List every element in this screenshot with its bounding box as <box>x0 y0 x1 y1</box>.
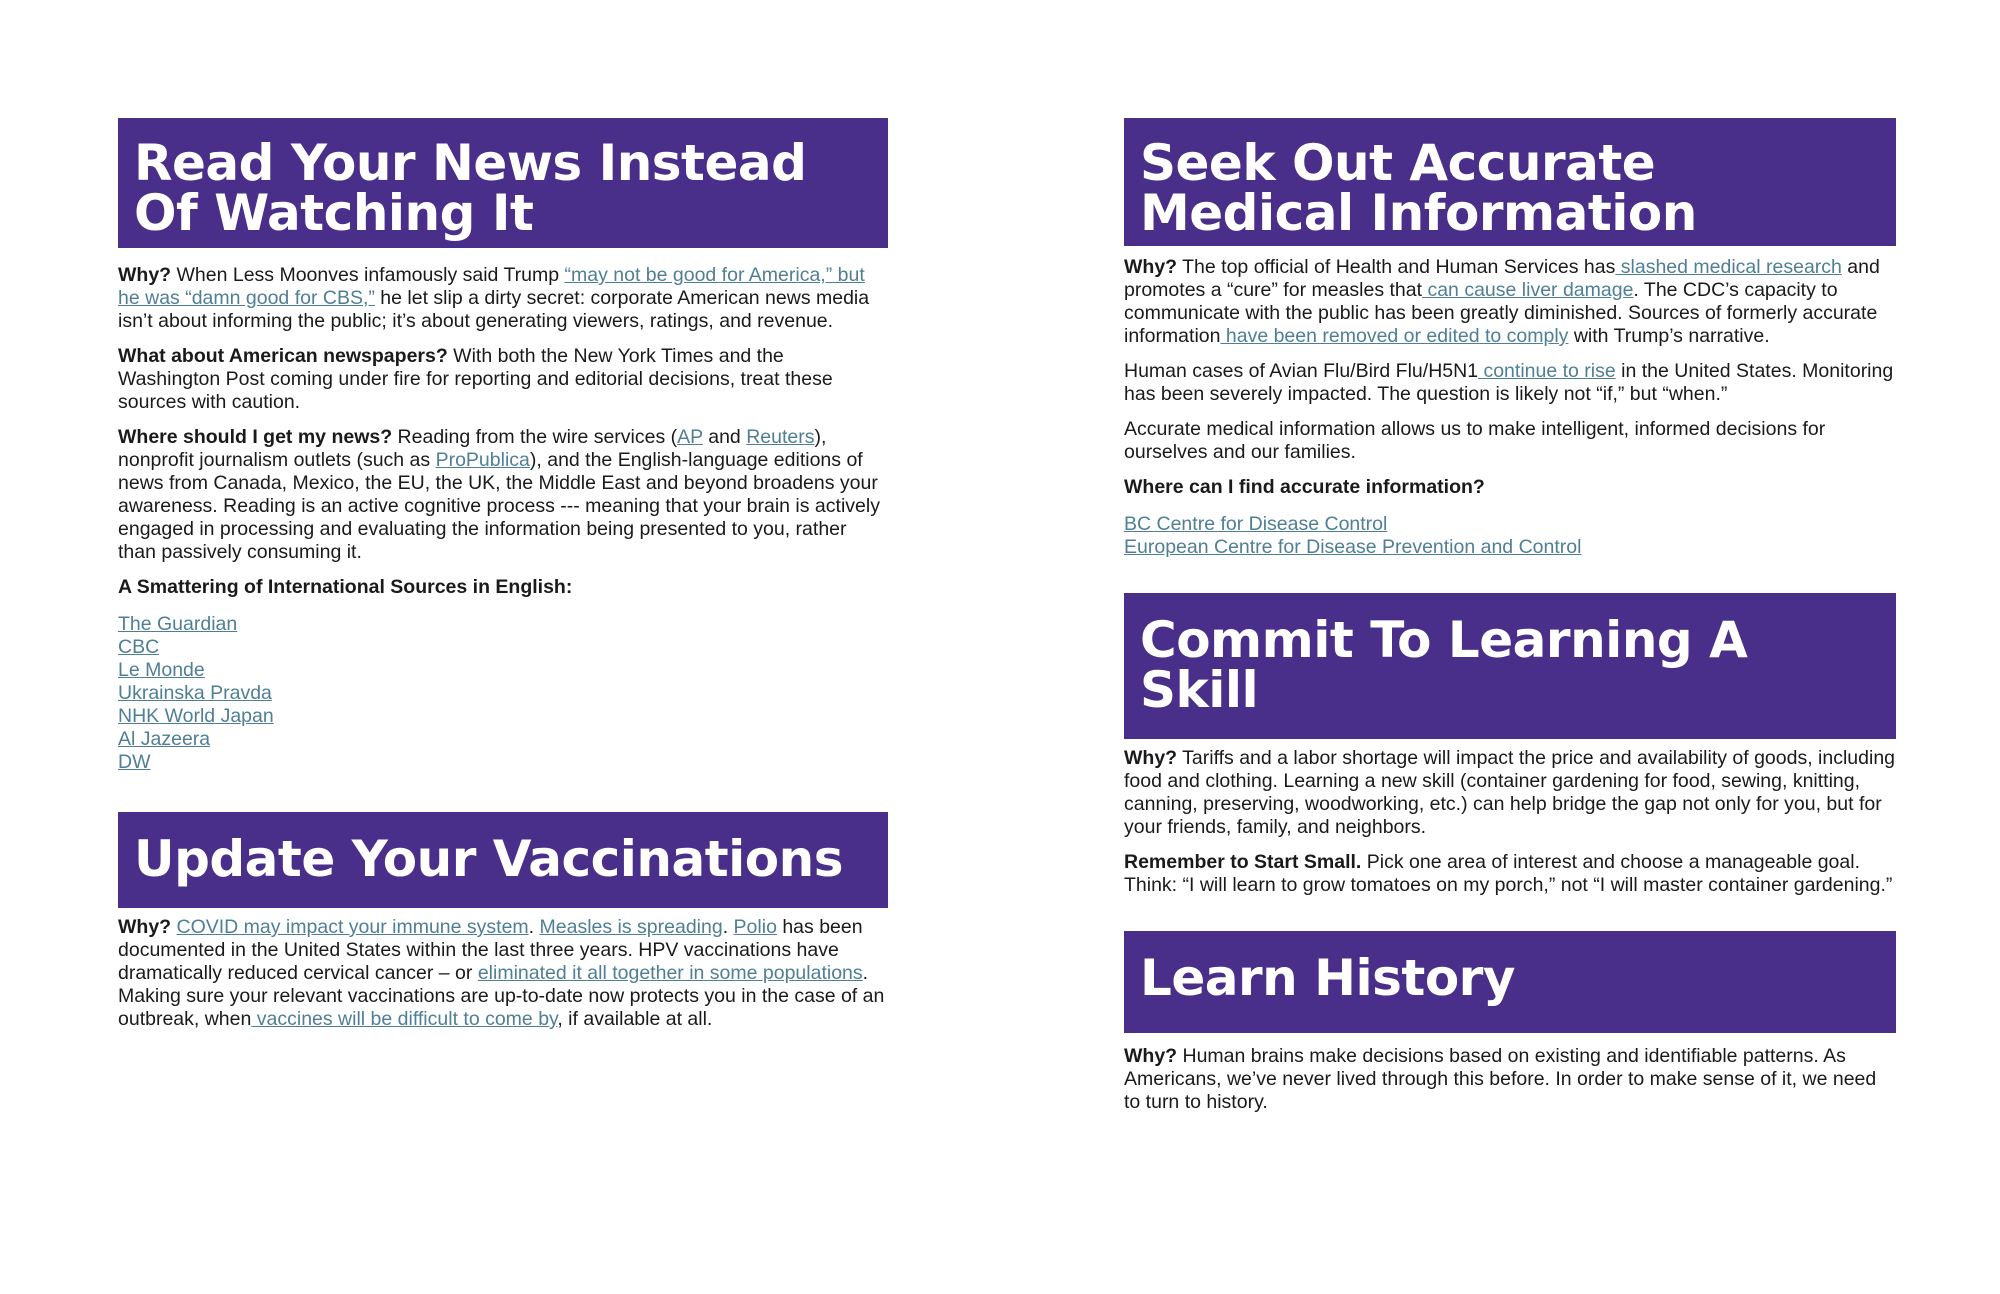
vaccinations-title: Update Your Vaccinations <box>118 812 888 908</box>
cbs-quote-link[interactable]: “may not be good for America,” but he was “damn good for CBS,” <box>118 264 865 309</box>
source-link-ecdc[interactable]: European Centre for Disease Prevention and Control <box>1124 536 1582 558</box>
start-small-paragraph: Remember to Start Small. Pick one area of interest and choose a manageable goal. Think: “I will learn to grow tomatoes on my porch,” not “I will master container gardening.” <box>1124 851 1893 896</box>
right-column <box>1124 118 1896 1150</box>
where-info-heading: Where can I find accurate information? <box>1124 476 1485 498</box>
skill-section <box>1124 593 1896 897</box>
source-link-dw[interactable]: DW <box>118 751 151 773</box>
source-link-bc-cdc[interactable]: BC Centre for Disease Control <box>1124 513 1388 535</box>
medical-why-paragraph: Why? The top official of Health and Human Services has slashed medical research and promotes a “cure” for measles that can cause liver damage. The CDC’s capacity to communicate with the public has been greatly diminished. Sources of formerly accurate information have been removed or edited to comply with Trump’s narrative. <box>1124 256 1880 347</box>
medical-sources-list <box>1124 513 1896 559</box>
bird-flu-paragraph: Human cases of Avian Flu/Bird Flu/H5N1 continue to rise in the United States. Monitoring has been severely impacted. The question is likely not “if,” but “when.” <box>1124 360 1894 405</box>
continue-to-rise-link[interactable]: continue to rise <box>1478 360 1616 382</box>
medical-section <box>1124 118 1896 559</box>
news-why-paragraph: Why? When Less Moonves infamously said Trump “may not be good for America,” but he was “damn good for CBS,” he let slip a dirty secret: corporate American news media isn’t about informing the public; it’s about generating viewers, ratings, and revenue. <box>118 264 870 332</box>
removed-edited-link[interactable]: have been removed or edited to comply <box>1220 325 1569 347</box>
liver-damage-link[interactable]: can cause liver damage <box>1422 279 1634 301</box>
news-where-paragraph: Where should I get my news? Reading from the wire services (AP and Reuters), nonprofit journalism outlets (such as ProPublica), and the English-language editions of news from Canada, Mexico, the EU, the UK, the Middle East and beyond broadens your awareness. Reading is an active cognitive process --- meaning that your brain is actively engaged in processing and evaluating the information being presented to you, rather than passively consuming it. <box>118 426 880 563</box>
vaccinations-why-paragraph: Why? COVID may impact your immune system. Measles is spreading. Polio has been documented in the United States within the last three years. HPV vaccinations have dramatically reduced cervical cancer – or eliminated it all together in some populations. Making sure your relevant vaccinations are up-to-date now protects you in the case of an outbreak, when vaccines will be difficult to come by, if available at all. <box>118 916 885 1030</box>
source-link-al-jazeera[interactable]: Al Jazeera <box>118 728 211 750</box>
vaccines-difficult-link[interactable]: vaccines will be difficult to come by <box>251 1008 558 1030</box>
news-section <box>118 118 888 774</box>
ap-link[interactable]: AP <box>677 426 703 448</box>
source-link-guardian[interactable]: The Guardian <box>118 613 238 635</box>
international-sources-list <box>118 613 888 774</box>
news-title: Read Your News Instead Of Watching It <box>118 118 888 248</box>
source-link-nhk[interactable]: NHK World Japan <box>118 705 274 727</box>
history-title: Learn History <box>1124 931 1896 1033</box>
medical-title: Seek Out Accurate Medical Information <box>1124 118 1896 246</box>
covid-immune-link[interactable]: COVID may impact your immune system <box>176 916 529 938</box>
left-column <box>118 118 888 1067</box>
source-link-ukrainska-pravda[interactable]: Ukrainska Pravda <box>118 682 272 704</box>
history-why-paragraph: Why? Human brains make decisions based on existing and identifiable patterns. As Americans, we’ve never lived through this before. In order to make sense of it, we need to turn to history. <box>1124 1045 1877 1113</box>
history-section <box>1124 931 1896 1114</box>
skill-why-paragraph: Why? Tariffs and a labor shortage will impact the price and availability of goods, including food and clothing. Learning a new skill (container gardening for food, sewing, knitting, canning, preserving, woodworking, etc.) can help bridge the gap not only for you, but for your friends, family, and neighbors. <box>1124 747 1896 838</box>
source-link-le-monde[interactable]: Le Monde <box>118 659 205 681</box>
reuters-link[interactable]: Reuters <box>746 426 815 448</box>
vaccinations-section <box>118 812 888 1031</box>
accurate-info-paragraph: Accurate medical information allows us to make intelligent, informed decisions for ourselves and our families. <box>1124 418 1826 463</box>
newspapers-paragraph: What about American newspapers? With both the New York Times and the Washington Post coming under fire for reporting and editorial decisions, treat these sources with caution. <box>118 345 833 413</box>
skill-title: Commit To Learning A Skill <box>1124 593 1896 739</box>
polio-link[interactable]: Polio <box>733 916 777 938</box>
slashed-research-link[interactable]: slashed medical research <box>1615 256 1842 278</box>
sources-heading: A Smattering of International Sources in English: <box>118 576 573 598</box>
measles-link[interactable]: Measles is spreading <box>539 916 723 938</box>
hpv-eliminated-link[interactable]: eliminated it all together in some populations <box>477 962 863 984</box>
propublica-link[interactable]: ProPublica <box>435 449 530 471</box>
source-link-cbc[interactable]: CBC <box>118 636 160 658</box>
news-why-label: Why? <box>118 264 172 286</box>
